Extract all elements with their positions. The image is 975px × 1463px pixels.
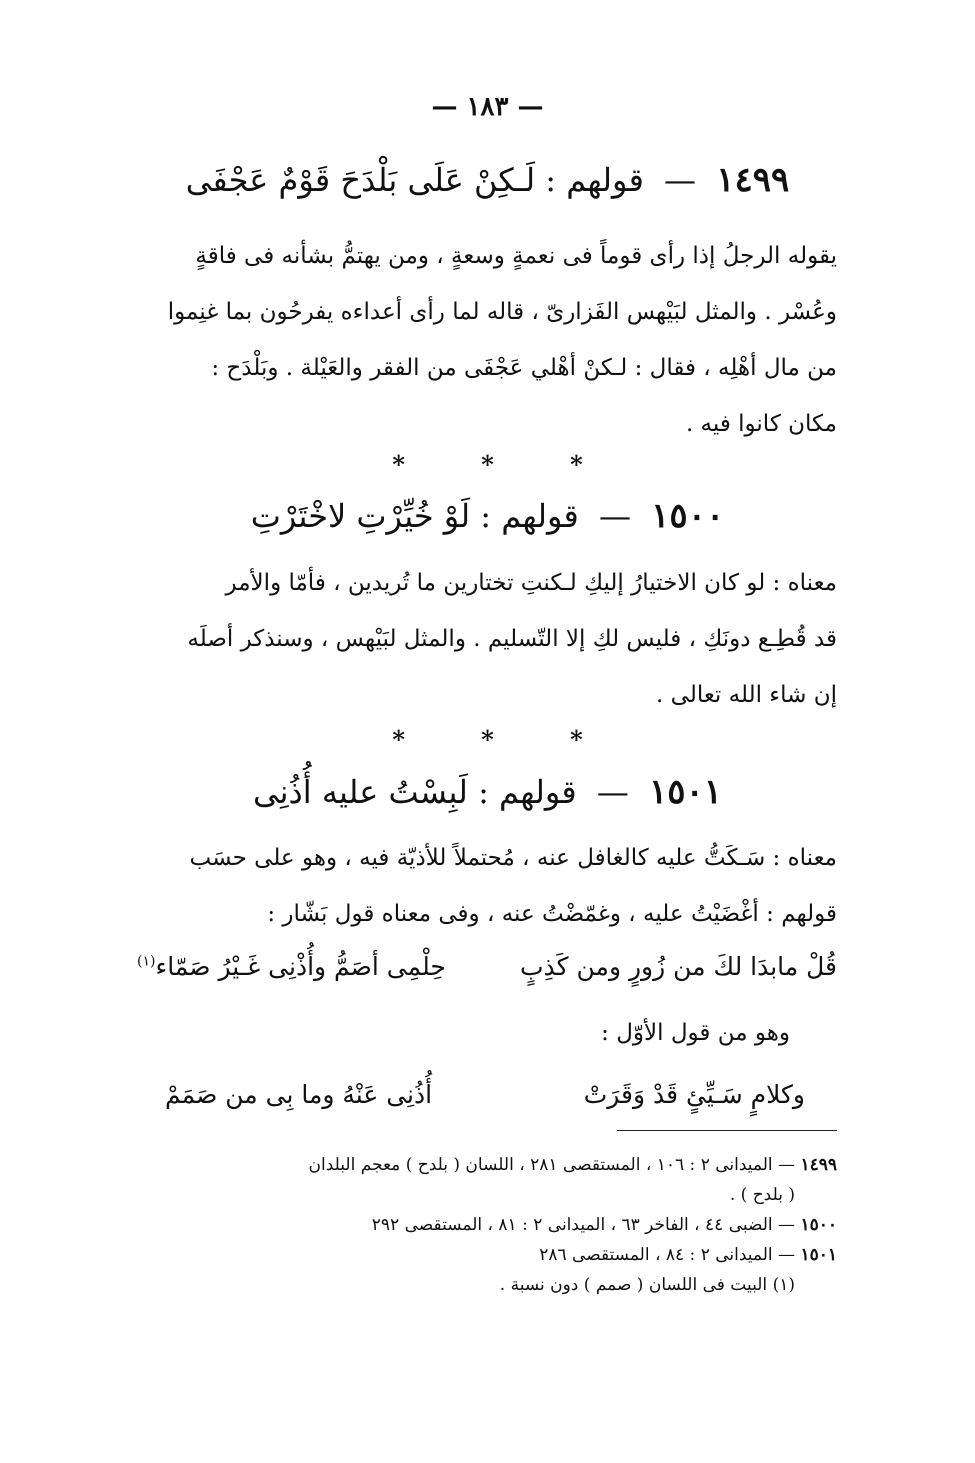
entry-label: قولهم : [478,773,577,811]
section-divider-stars: * * * [392,725,617,754]
entry-number: ١٤٩٩ [716,160,790,200]
entry-body-1500 [137,555,837,723]
text-line: من مال أهْلِه ، فقال : لـكنْ أهْلي عَجْفَى من الفقر والعَيْلة . وبَلْدَح : [211,355,837,381]
verse-hemistich-left-text: حِلْمِى أصَمُّ وأُذْنِى غَـيْرُ صَمّاء [155,952,446,981]
footnote-text: — الضبى ٤٤ ، الفاخر ٦٣ ، الميدانى ٢ : ٨١ ، المستقصى ٢٩٢ [371,1215,796,1235]
footnote-1501 [137,1240,837,1270]
footnote-marker: (١) [137,953,156,970]
dash: — [596,773,629,811]
entry-heading-1499 [0,160,975,200]
footnote-text: — الميدانى ٢ : ٨٤ ، المستقصى ٢٨٦ [539,1245,796,1265]
dash: — [599,497,631,535]
footnote-1500 [137,1210,837,1240]
verse-hemistich-left [137,952,446,981]
verse-hemistich-right: قُلْ مابدَا لكَ من زُورٍ ومن كَذِبٍ [520,952,837,981]
entry-body-1499 [137,228,837,452]
footnote-number: ١٥٠١ [800,1245,837,1265]
entry-body-1501 [137,830,837,942]
footnote-1499-continued [137,1180,837,1210]
footnote-number: (١) [772,1275,795,1295]
dash: — [664,161,697,199]
verse-hemistich-right: وكلامٍ سَـيِّئٍ قَدْ وَقَرَتْ [583,1080,805,1109]
entry-label: قولهم : [480,497,579,535]
verse-hemistich-left: أُذُنِى عَنْهُ وما بِى من صَمَمْ [165,1080,433,1109]
entry-number: ١٥٠٠ [651,496,725,536]
text-line: معناه : لو كان الاختيارُ إليكِ لـكنتِ تختارين ما تُريدين ، فأمّا والأمر [225,570,837,596]
proverb-text: لَوْ خُيِّرْتِ لاخْتَرْتِ [250,497,471,535]
section-divider-stars: * * * [392,450,617,479]
text-line: قد قُطِـع دونَكِ ، فليس لكِ إلا التّسليم . والمثل لبَيْهس ، وسنذكر أصلَه [187,626,837,652]
footnotes [137,1150,837,1300]
page-number: — ١٨٣ — [431,92,544,122]
footnote-verse-source [137,1270,837,1300]
verse-line-1 [137,952,837,981]
text-line: وعُسْر . والمثل لبَيْهس الفَزارىّ ، قاله لما رأى أعداءه يفرحُون بما غنِموا [167,299,837,325]
proverb-text: لَبِسْتُ عليه أُذُنِى [252,773,468,811]
text-line: يقوله الرجلُ إذا رأى قوماً فى نعمةٍ وسعةٍ ، ومن يهتمُّ بشأنه فى فاقةٍ [195,243,837,269]
verse-line-2 [165,1080,805,1109]
proverb-text: لَـكِنْ عَلَى بَلْدَحَ قَوْمٌ عَجْفَى [185,161,536,199]
text-line: مكان كانوا فيه . [685,411,837,437]
footnote-text: — الميدانى ٢ : ١٠٦ ، المستقصى ٢٨١ ، اللسان ( بلدح ) معجم البلدان [308,1155,796,1175]
footnote-text: ( بلدح ) . [729,1185,795,1205]
bridge-line: وهو من قول الأوّل : [601,1020,790,1046]
text-line: معناه : سَـكَتُّ عليه كالغافل عنه ، مُحتملاً للأذيّة فيه ، وهو على حسَب [189,845,837,871]
text-line: قولهم : أغْضَيْتُ عليه ، وغمّضْتُ عنه ، وفى معناه قول بَشّار : [267,901,837,927]
footnote-text: البيت فى اللسان ( صمم ) دون نسبة . [499,1275,768,1295]
text-line: إن شاء الله تعالى . [656,682,837,708]
footnote-1499 [137,1150,837,1180]
entry-heading-1501 [0,772,975,812]
footnote-separator [617,1130,837,1131]
entry-label: قولهم : [545,161,644,199]
entry-heading-1500 [0,496,975,536]
footnote-number: ١٥٠٠ [800,1215,837,1235]
footnote-number: ١٤٩٩ [800,1155,837,1175]
entry-number: ١٥٠١ [648,772,723,812]
